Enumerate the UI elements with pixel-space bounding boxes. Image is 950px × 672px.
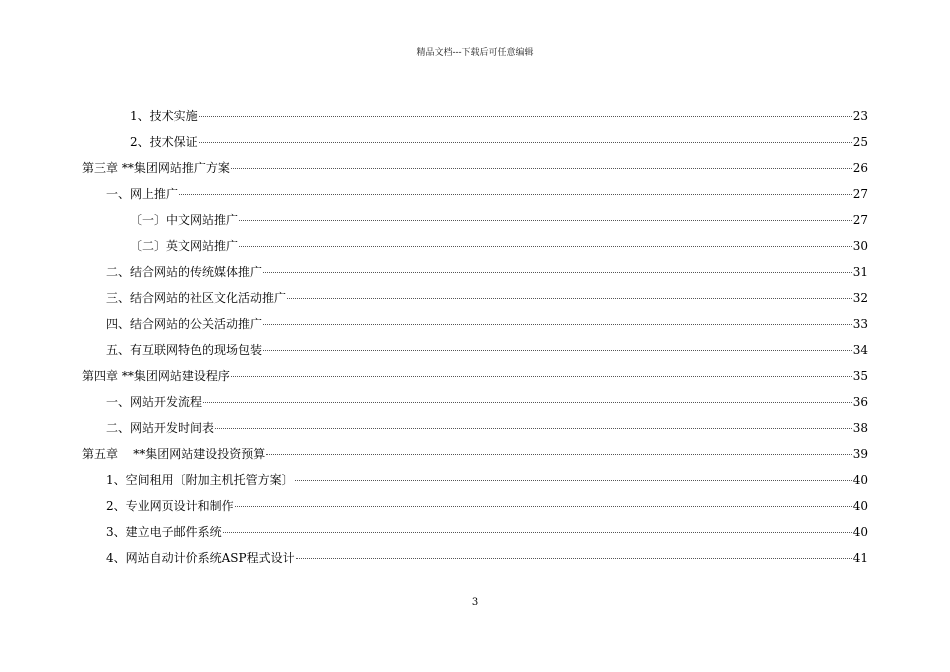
toc-entry-label: 第四章 **集团网站建设程序 — [82, 369, 230, 383]
toc-entry-page: 26 — [852, 161, 868, 175]
toc-leader-dots — [295, 479, 852, 481]
toc-leader-dots — [287, 297, 852, 299]
toc-entry[interactable] — [130, 108, 868, 124]
toc-entry[interactable] — [130, 238, 868, 254]
toc-leader-dots — [263, 271, 852, 273]
toc-entry-label: 第五章 **集团网站建设投资预算 — [82, 447, 266, 461]
toc-leader-dots — [203, 401, 852, 403]
toc-entry-page: 30 — [852, 239, 868, 253]
page-number: 3 — [471, 597, 479, 608]
toc-entry-label: 一、网站开发流程 — [106, 395, 203, 409]
toc-entry-page: 27 — [852, 187, 868, 201]
toc-entry-page: 40 — [852, 499, 868, 513]
toc-entry-page: 27 — [852, 213, 868, 227]
toc-entry-label: 3、建立电子邮件系统 — [106, 525, 222, 539]
toc-entry[interactable] — [106, 498, 868, 514]
toc-entry[interactable] — [106, 264, 868, 280]
toc-entry[interactable] — [106, 394, 868, 410]
toc-entry-page: 39 — [852, 447, 868, 461]
toc-entry-page: 38 — [852, 421, 868, 435]
toc-leader-dots — [199, 115, 852, 117]
toc-entry[interactable] — [82, 160, 868, 176]
toc-entry-page: 36 — [852, 395, 868, 409]
toc-entry-label: 五、有互联网特色的现场包装 — [106, 343, 263, 357]
toc-entry[interactable] — [106, 316, 868, 332]
toc-leader-dots — [239, 219, 852, 221]
toc-entry[interactable] — [106, 472, 868, 488]
toc-leader-dots — [263, 323, 852, 325]
toc-entry-page: 32 — [852, 291, 868, 305]
toc-entry-label: 1、空间租用〔附加主机托管方案〕 — [106, 473, 294, 487]
toc-entry[interactable] — [106, 524, 868, 540]
toc-entry[interactable] — [106, 290, 868, 306]
toc-entry[interactable] — [130, 134, 868, 150]
toc-entry-label: 一、网上推广 — [106, 187, 179, 201]
toc-entry-page: 35 — [852, 369, 868, 383]
toc-entry-label: 〔一〕中文网站推广 — [130, 213, 239, 227]
toc-entry-label: 三、结合网站的社区文化活动推广 — [106, 291, 287, 305]
toc-entry-page: 23 — [852, 109, 868, 123]
toc-entry-page: 41 — [852, 551, 868, 565]
toc-leader-dots — [235, 505, 852, 507]
toc-entry[interactable] — [106, 186, 868, 202]
toc-entry-label: 四、结合网站的公关活动推广 — [106, 317, 263, 331]
toc-entry-page: 33 — [852, 317, 868, 331]
toc-leader-dots — [263, 349, 852, 351]
toc-leader-dots — [239, 245, 852, 247]
toc-entry[interactable] — [82, 446, 868, 462]
toc-leader-dots — [266, 453, 851, 455]
toc-entry-label: 1、技术实施 — [130, 109, 198, 123]
toc-entry-page: 40 — [852, 525, 868, 539]
page-header: 精品文档---下载后可任意编辑 — [416, 48, 534, 58]
toc-entry-page: 40 — [852, 473, 868, 487]
toc-entry[interactable] — [130, 212, 868, 228]
toc-leader-dots — [215, 427, 852, 429]
toc-leader-dots — [231, 167, 852, 169]
toc-entry-page: 25 — [852, 135, 868, 149]
toc-entry-label: 第三章 **集团网站推广方案 — [82, 161, 230, 175]
toc-leader-dots — [296, 557, 852, 559]
toc-entry[interactable] — [106, 342, 868, 358]
toc-leader-dots — [179, 193, 852, 195]
toc-entry-label: 4、网站自动计价系统ASP程式设计 — [106, 551, 295, 565]
toc-entry-label: 2、专业网页设计和制作 — [106, 499, 234, 513]
toc-entry-page: 31 — [852, 265, 868, 279]
toc-entry-label: 〔二〕英文网站推广 — [130, 239, 239, 253]
toc-entry[interactable] — [106, 420, 868, 436]
toc-entry[interactable] — [82, 368, 868, 384]
toc-entry-page: 34 — [852, 343, 868, 357]
toc-leader-dots — [223, 531, 852, 533]
toc-entry-label: 2、技术保证 — [130, 135, 198, 149]
toc-leader-dots — [231, 375, 852, 377]
toc-entry-label: 二、结合网站的传统媒体推广 — [106, 265, 263, 279]
toc-entry[interactable] — [106, 550, 868, 566]
toc-leader-dots — [199, 141, 852, 143]
toc-entry-label: 二、网站开发时间表 — [106, 421, 215, 435]
